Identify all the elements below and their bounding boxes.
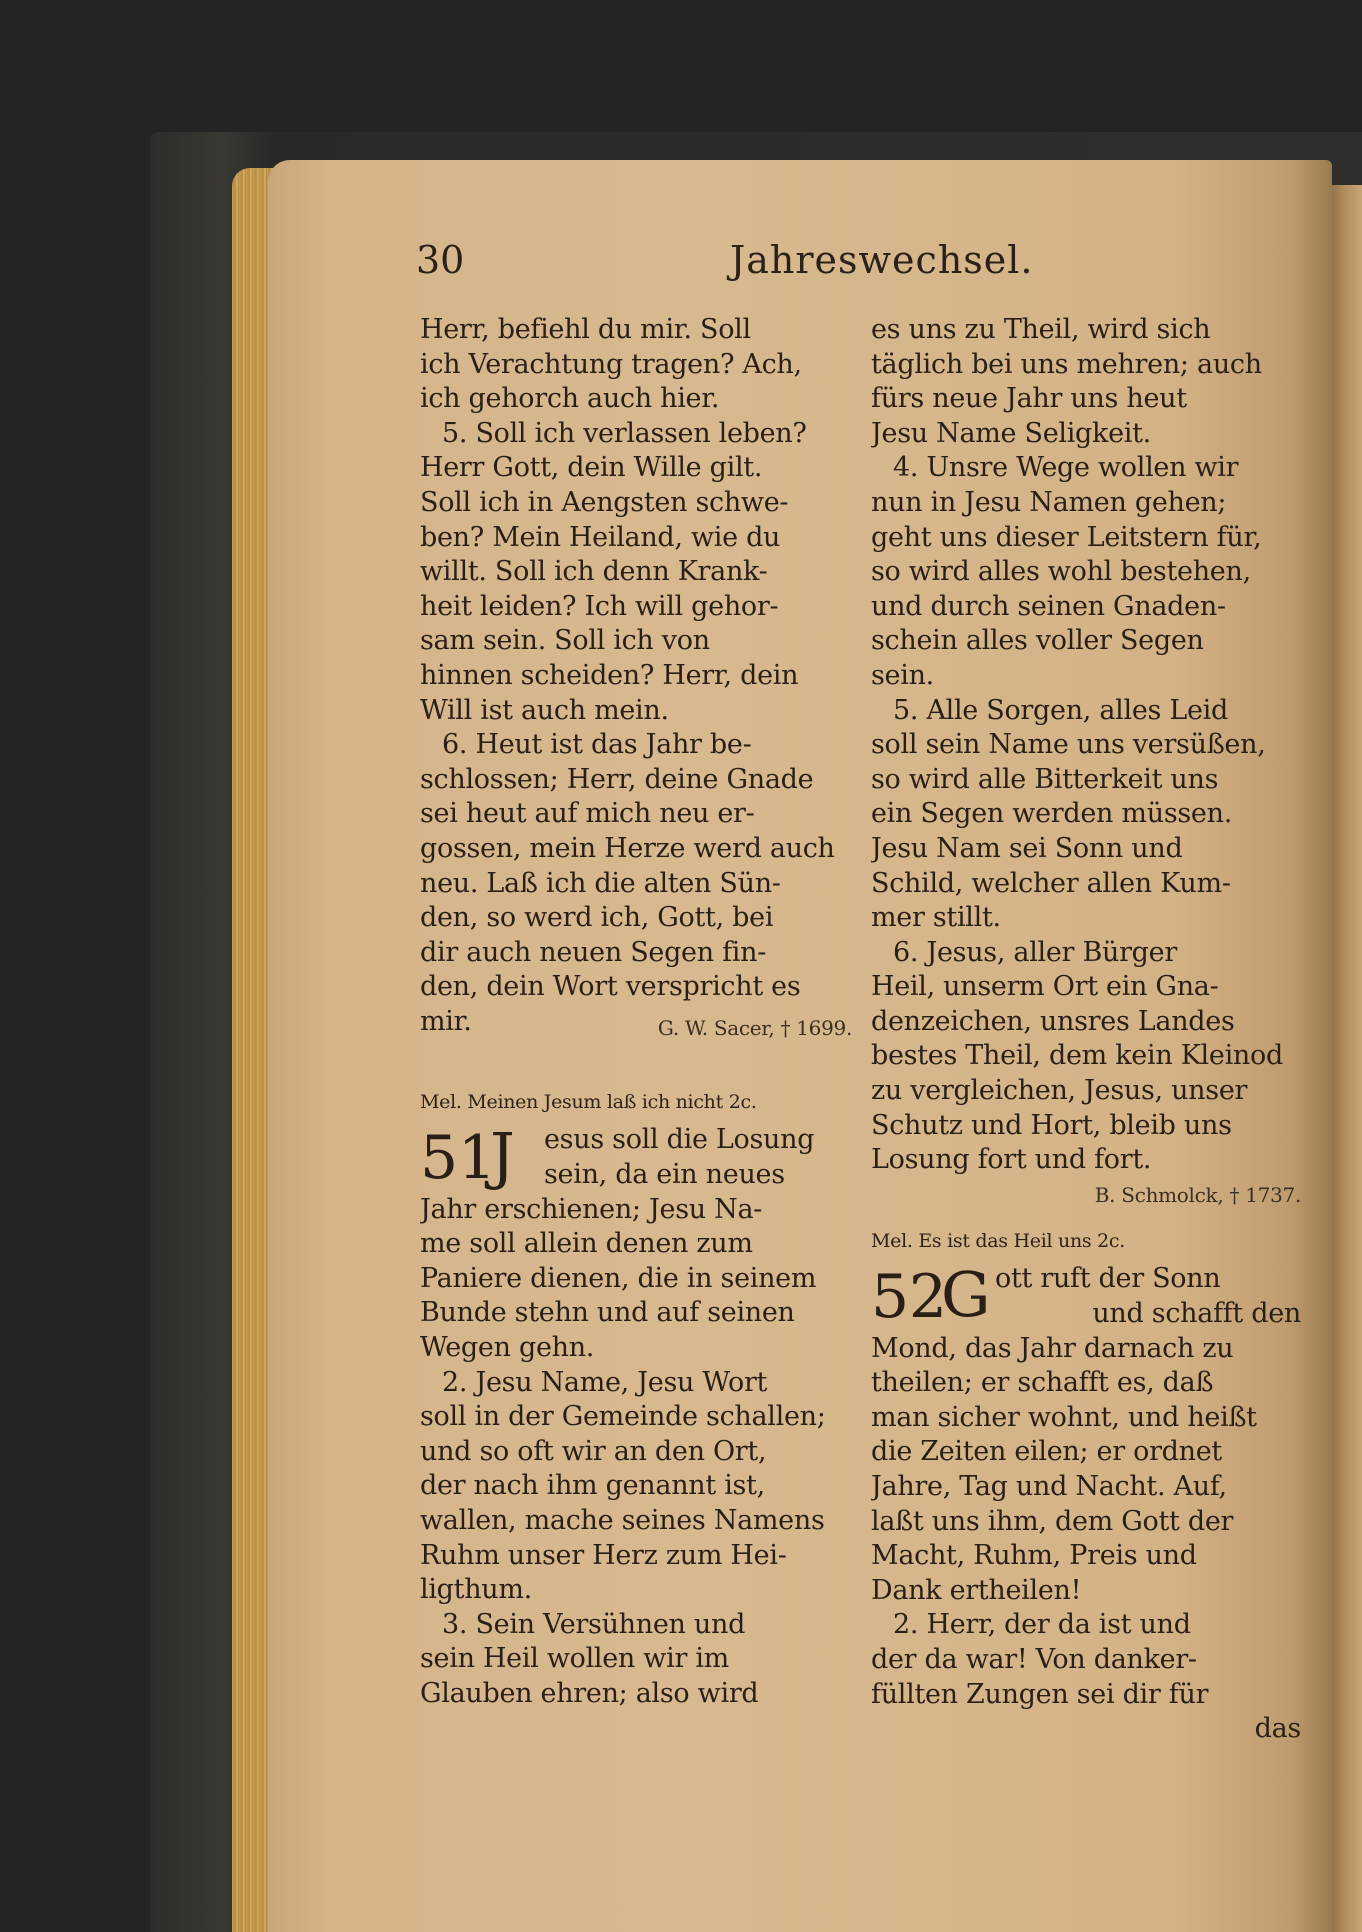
text-line: 2. Jesu Name, Jesu Wort (442, 1366, 768, 1398)
text-line: geht uns dieser Leitstern für, (871, 521, 1262, 553)
text-line: 4. Unsre Wege wollen wir (893, 452, 1239, 484)
text-line: füllten Zungen sei dir für (871, 1678, 1209, 1710)
drop-cap: J (490, 1119, 515, 1193)
text-line: 6. Heut ist das Jahr be- (442, 729, 752, 761)
text-line: es uns zu Theil, wird sich (871, 314, 1211, 345)
text-line: Will ist auch mein. (420, 694, 669, 726)
text-line: Heil, unserm Ort ein Gna- (871, 971, 1219, 1003)
text-line: 6. Jesus, aller Bürger (893, 936, 1177, 968)
text-line: ligthum. (420, 1574, 532, 1606)
text-line: täglich bei uns mehren; auch (871, 348, 1262, 380)
text-line: Macht, Ruhm, Preis und (871, 1540, 1197, 1572)
text-line: sein. (871, 659, 934, 691)
text-line: sein, da ein neues (544, 1159, 785, 1191)
text-line: Ruhm unser Herz zum Hei- (420, 1539, 787, 1571)
text-line: Jahre, Tag und Nacht. Auf, (871, 1471, 1227, 1502)
text-line: so wird alle Bitterkeit uns (871, 763, 1219, 795)
text-line: schein alles voller Segen (871, 625, 1204, 657)
left-column (420, 313, 852, 1712)
text-line: 5. Alle Sorgen, alles Leid (893, 694, 1228, 726)
text-line: 3. Sein Versühnen und (442, 1608, 746, 1640)
text-line: Paniere dienen, die in seinem (420, 1262, 817, 1294)
text-line: den, so werd ich, Gott, bei (420, 902, 774, 934)
text-line: Herr, befiehl du mir. Soll (420, 314, 751, 345)
text-line: Schutz und Hort, bleib uns (871, 1109, 1232, 1141)
catchword: das (1254, 1713, 1301, 1745)
text-line: neu. Laß ich die alten Sün- (420, 867, 781, 899)
text-line: nun in Jesu Namen gehen; (871, 486, 1227, 518)
text-line: theilen; er schafft es, daß (871, 1367, 1214, 1399)
text-line: Wegen gehn. (420, 1332, 595, 1364)
text-line: Dank ertheilen! (871, 1574, 1082, 1606)
right-column (871, 313, 1301, 1747)
text-line: laßt uns ihm, dem Gott der (871, 1505, 1234, 1537)
author-attribution: G. W. Sacer, † 1699. (657, 1015, 852, 1040)
text-line: 2. Herr, der da ist und (893, 1609, 1191, 1641)
text-line: hinnen scheiden? Herr, dein (420, 659, 799, 691)
text-line: Jesu Name Seligkeit. (871, 417, 1151, 449)
author-attribution: B. Schmolck, † 1737. (1094, 1182, 1301, 1207)
drop-cap: G (941, 1258, 991, 1332)
text-line: Jahr erschienen; Jesu Na- (420, 1193, 763, 1225)
text-line-with-attribution (420, 1005, 852, 1040)
text-line: denzeichen, unsres Landes (871, 1005, 1235, 1037)
text-line: und schafft den (1092, 1298, 1301, 1330)
text-line: die Zeiten eilen; er ordnet (871, 1436, 1222, 1468)
text-line: fürs neue Jahr uns heut (871, 383, 1187, 415)
hymn-number: 51 (420, 1123, 496, 1194)
text-line: den, dein Wort verspricht es (420, 971, 801, 1003)
text-line: ott ruft der Sonn (995, 1263, 1221, 1295)
text-line: bestes Theil, dem kein Kleinod (871, 1040, 1283, 1072)
text-line: sein Heil wollen wir im (420, 1643, 729, 1675)
text-line: Schild, welcher allen Kum- (871, 867, 1231, 899)
text-line: so wird alles wohl bestehen, (871, 556, 1251, 588)
text-line: esus soll die Losung (544, 1124, 815, 1156)
melody-note: Mel. Meinen Jesum laß ich nicht 2c. (420, 1091, 757, 1114)
text-line: der da war! Von danker- (871, 1643, 1197, 1675)
text-line: soll in der Gemeinde schallen; (420, 1401, 826, 1433)
text-line: Herr Gott, dein Wille gilt. (420, 452, 763, 484)
text-line: mir. (420, 1005, 472, 1037)
text-line: Mond, das Jahr darnach zu (871, 1332, 1234, 1364)
text-line: man sicher wohnt, und heißt (871, 1401, 1257, 1433)
text-line: ich Verachtung tragen? Ach, (420, 348, 802, 380)
text-line: gossen, mein Herze werd auch (420, 832, 835, 864)
text-line: mer stillt. (871, 902, 1001, 934)
text-line: 5. Soll ich verlassen leben? (442, 417, 807, 449)
text-line: sam sein. Soll ich von (420, 625, 710, 657)
running-title: Jahreswechsel. (730, 238, 1034, 282)
text-line: Jesu Nam sei Sonn und (871, 832, 1183, 864)
text-line: dir auch neuen Segen fin- (420, 936, 767, 968)
text-line: sei heut auf mich neu er- (420, 798, 755, 830)
text-line: ben? Mein Heiland, wie du (420, 521, 781, 553)
hymn-opening (420, 1119, 852, 1194)
text-line: heit leiden? Ich will gehor- (420, 590, 779, 622)
text-line: me soll allein denen zum (420, 1228, 753, 1260)
text-line: Soll ich in Aengsten schwe- (420, 486, 789, 518)
text-line: soll sein Name uns versüßen, (871, 729, 1266, 761)
text-line: und so oft wir an den Ort, (420, 1435, 767, 1467)
text-line: Losung fort und fort. (871, 1144, 1152, 1176)
text-line: zu vergleichen, Jesus, unser (871, 1075, 1248, 1107)
text-line: Bunde stehn und auf seinen (420, 1297, 795, 1329)
hymn-number: 52 (871, 1262, 947, 1333)
text-line: wallen, mache seines Namens (420, 1505, 825, 1536)
text-line: ich gehorch auch hier. (420, 383, 720, 415)
text-line: und durch seinen Gnaden- (871, 590, 1226, 622)
page-number: 30 (416, 238, 465, 282)
text-line: schlossen; Herr, deine Gnade (420, 763, 814, 795)
hymn-opening (871, 1258, 1301, 1333)
text-line: der nach ihm genannt ist, (420, 1470, 765, 1502)
text-line: Glauben ehren; also wird (420, 1677, 759, 1709)
text-line: willt. Soll ich denn Krank- (420, 556, 768, 588)
melody-note: Mel. Es ist das Heil uns 2c. (871, 1230, 1125, 1253)
text-line: ein Segen werden müssen. (871, 798, 1232, 830)
